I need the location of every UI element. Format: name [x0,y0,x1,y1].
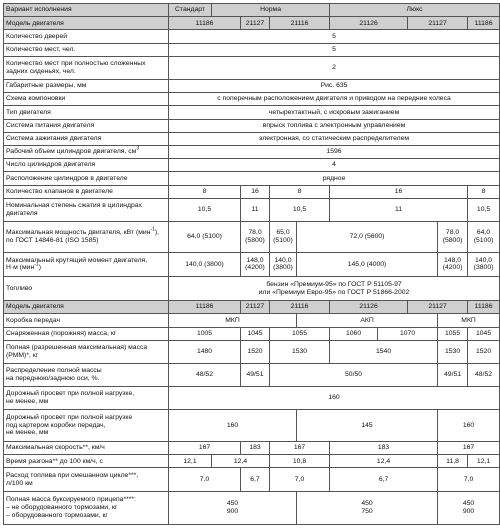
cell: 1045 [241,327,270,340]
power-label-sup: -1 [150,226,155,233]
row-label: Снаряженная (порожняя) масса, кг [4,327,169,340]
torque-label-b: ) [38,264,41,272]
cell: 5 [169,43,500,56]
row-label: Модель двигателя [4,17,169,30]
cell: 21127 [408,301,468,314]
cell: 1520 [241,340,270,363]
cell: 12,4 [330,455,438,468]
cell: 7,0 [270,468,330,491]
cell: 48/52 [468,363,500,386]
cell: 48/52 [169,363,241,386]
row-label: Модель двигателя [4,301,169,314]
cell: 8 [270,185,330,198]
cell: 148,0 (4200) [438,252,468,276]
cell: четырехтактный, с искровым зажиганием [169,106,500,119]
row-label: Количество мест при полностью сложенных задних сиденьях, чел. [4,56,169,79]
cell: 12,4 [212,455,270,468]
cell: 8 [468,185,500,198]
cell: рядное [169,172,500,185]
cell: 21126 [330,301,408,314]
row-label: Количество мест, чел. [4,43,169,56]
cell: 160 [169,387,500,410]
row-label: Дорожный просвет при полной нагрузке под картером коробки передач, не менее, мм [4,410,169,442]
cell: 1530 [438,340,468,363]
cell: 21116 [270,301,330,314]
row-label: Полная масса буксируемого прицепа****: – не оборудованного тормозами, кг – оборудованного тормозами, кг [4,491,169,524]
cell: 11186 [169,17,241,30]
cell: 148,0 (4200) [241,252,270,276]
cell: 12,1 [169,455,212,468]
cell: 64,0 (5100) [169,221,241,252]
cell: АКП [297,314,438,327]
row-label: Максимальная скорость**, км/ч [4,442,169,455]
cell: 1045 [468,327,500,340]
cell: 167 [270,442,330,455]
row-label: Схема компоновки [4,93,169,106]
cell: 21127 [241,17,270,30]
cell: 1005 [169,327,241,340]
cell: 21127 [408,17,468,30]
cell: 11186 [468,17,500,30]
cell: 5 [169,30,500,43]
cell: 1055 [270,327,330,340]
row-label: Система питания двигателя [4,119,169,132]
cell: 16 [330,185,468,198]
cell: 10,8 [270,455,330,468]
cell: 1596 [169,145,500,158]
cell: 140,0 (3800) [270,252,297,276]
cell: Рис. 635 [169,79,500,92]
cell: 11186 [468,301,500,314]
cell: 450 750 [297,491,438,524]
cell: 78,0 (5800) [241,221,270,252]
power-label-b: ), по ГОСТ 14846-81 (ISO 1585) [6,229,160,244]
lux-header: Люкс [330,4,500,17]
row-label [4,252,169,276]
row-label: Дорожный просвет при полной нагрузке, не менее, мм [4,387,169,410]
cell: электронная, со статическим распределителем [169,132,500,145]
cell: 21116 [270,17,330,30]
row-label [4,145,169,158]
cell: 65,0 (5100) [270,221,297,252]
cell: 49/51 [241,363,270,386]
cell: 6,7 [330,468,438,491]
cell: 12,1 [468,455,500,468]
row-label: Коробка передач [4,314,169,327]
row-label [4,221,169,252]
spec-table [3,3,500,525]
cell: с поперечным расположением двигателя и приводом на передние колеса [169,93,500,106]
cell: 11186 [169,301,241,314]
cell: 160 [169,410,297,442]
cell: 1055 [438,327,468,340]
row-label: Габаритные размеры, мм [4,79,169,92]
row-label: Расположение цилиндров в двигателе [4,172,169,185]
row-label: Полная (разрешенная максимальная) масса (РММ)*, кг [4,340,169,363]
row-label: Расход топлива при смешанном цикле***, л/100 км [4,468,169,491]
row-label: Число цилиндров двигателя [4,159,169,172]
variant-header: Вариант исполнения [4,4,169,17]
cell: 450 900 [438,491,500,524]
cell: 145,0 (4000) [297,252,438,276]
cell: 140,0 (3800) [468,252,500,276]
cell: 450 900 [169,491,297,524]
displacement-label: Рабочий объем цилиндров двигателя, см [6,148,137,156]
row-label: Время разгона** до 100 км/ч, с [4,455,169,468]
cell: впрыск топлива с электронным управлением [169,119,500,132]
cell: 1540 [330,340,438,363]
row-label: Топливо [4,276,169,300]
cell: 183 [330,442,438,455]
cell: 167 [169,442,241,455]
power-label-a: Максимальная мощность двигателя, кВт (мин [6,229,151,237]
cell: 160 [438,410,500,442]
row-label: Система зажигания двигателя [4,132,169,145]
cell: 49/51 [438,363,468,386]
standard-header: Стандарт [169,4,212,17]
cell: 21126 [330,17,408,30]
cell: 167 [438,442,500,455]
cell: 4 [169,159,500,172]
cell: 78,0 (5800) [438,221,468,252]
cell: 6,7 [241,468,270,491]
row-label: Тип двигателя [4,106,169,119]
cell: 1530 [270,340,330,363]
cell: 1060 [330,327,378,340]
cell: 50/50 [270,363,438,386]
row-label: Количество клапанов в двигателе [4,185,169,198]
cell: 64,0 (5100) [468,221,500,252]
cell: 7,0 [169,468,241,491]
cell: 8 [169,185,241,198]
row-label: Распределение полной массы на переднюю/заднюю оси, %. [4,363,169,386]
cell: 183 [241,442,270,455]
displacement-label-sup: 3 [136,145,140,152]
cell: 145 [297,410,438,442]
cell: 10,5 [468,198,500,221]
cell: 1520 [468,340,500,363]
cell: МКП [169,314,297,327]
cell: 16 [241,185,270,198]
cell: МКП [438,314,500,327]
cell: 7,0 [438,468,500,491]
torque-label-a: Максимальный крутящий момент двигателя, Н·м (мин [6,256,148,272]
cell: 1070 [378,327,438,340]
row-label: Количество дверей [4,30,169,43]
row-label: Номинальная степень сжатия в цилиндрах двигателя [4,198,169,221]
cell: 10,5 [270,198,330,221]
cell: 140,0 (3800) [169,252,241,276]
cell: 11 [241,198,270,221]
cell: 10,5 [169,198,241,221]
torque-label-sup: -1 [34,262,39,269]
cell: 11 [330,198,468,221]
cell: 1480 [169,340,241,363]
norma-header: Норма [212,4,330,17]
cell: 72,0 (5600) [297,221,438,252]
cell: 2 [169,56,500,79]
cell: 21127 [241,301,270,314]
cell: бензин «Премиум-95» по ГОСТ Р 51105-97 или «Премиум Евро-95» по ГОСТ Р 51866-2002 [169,276,500,300]
cell: 11,8 [438,455,468,468]
